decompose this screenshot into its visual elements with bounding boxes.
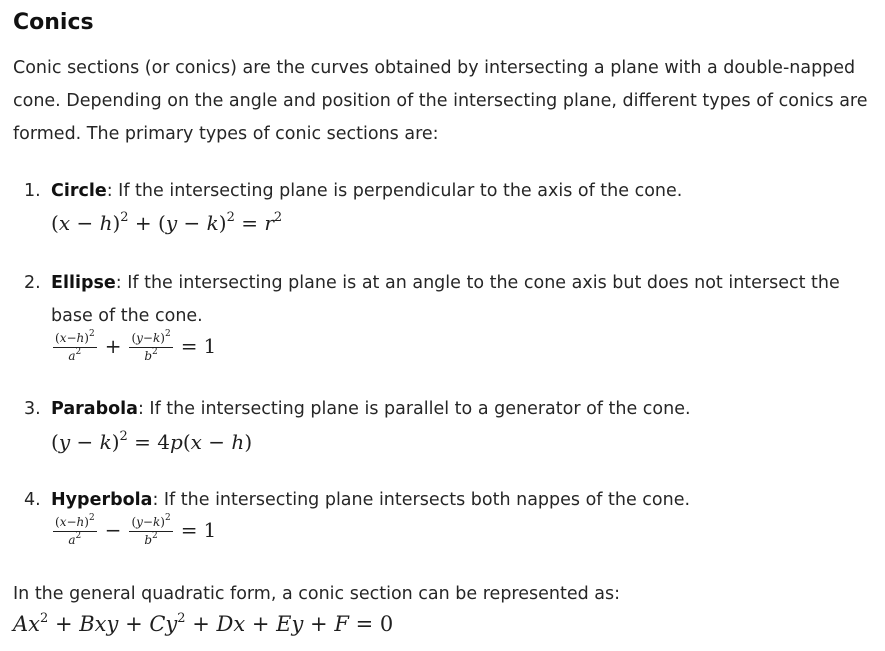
term-ellipse: Ellipse bbox=[51, 273, 116, 293]
outro-paragraph: In the general quadratic form, a conic section can be represented as: bbox=[13, 584, 621, 604]
formula-general-quadratic: $Ax^2$ + Bxy + $Cy^2 + Dx + Ey + F = 0$ bbox=[13, 611, 394, 636]
term-circle: Circle bbox=[51, 181, 107, 201]
term-parabola: Parabola bbox=[51, 399, 138, 419]
description-hyperbola: : If the intersecting plane intersects both nappes of the cone. bbox=[152, 490, 691, 510]
intro-paragraph: Conic sections (or conics) are the curves obtained by intersecting a plane with a double-napped cone. Depending on the angle and position of the intersecting plane, different types of conics are formed. The primary types of conic sections are: bbox=[13, 58, 868, 144]
list-item-text bbox=[51, 484, 875, 517]
term-hyperbola: Hyperbola bbox=[51, 490, 153, 510]
list-item-text bbox=[51, 267, 875, 333]
formula-circle: $(x - h)^2 + (y - k)^2 = r^2$ bbox=[51, 210, 283, 235]
page-title: Conics bbox=[13, 10, 94, 35]
formula-parabola: $(y - k)^2 = 4p(x - h)$ bbox=[51, 429, 253, 454]
list-item-number: 1. bbox=[24, 181, 41, 201]
description-circle: : If the intersecting plane is perpendicular to the axis of the cone. bbox=[106, 181, 683, 201]
list-item-number: 4. bbox=[24, 490, 41, 510]
formula-hyperbola: $\frac{(x-h)^2}{a^2}$ − $\frac{(y-k)^2}{b^2}$ = 1 bbox=[55, 513, 217, 547]
formula-ellipse: $\frac{(x-h)^2}{a^2}$ + $\frac{(y-k)^2}{b^2}$ = 1 bbox=[55, 329, 217, 363]
list-item-text bbox=[51, 393, 875, 426]
list-item-number: 2. bbox=[24, 273, 41, 293]
description-ellipse: : If the intersecting plane is at an angle to the cone axis but does not intersect the base of the cone. bbox=[51, 273, 840, 326]
description-parabola: : If the intersecting plane is parallel to a generator of the cone. bbox=[137, 399, 691, 419]
list-item-number: 3. bbox=[24, 399, 41, 419]
list-item-text bbox=[51, 175, 875, 208]
